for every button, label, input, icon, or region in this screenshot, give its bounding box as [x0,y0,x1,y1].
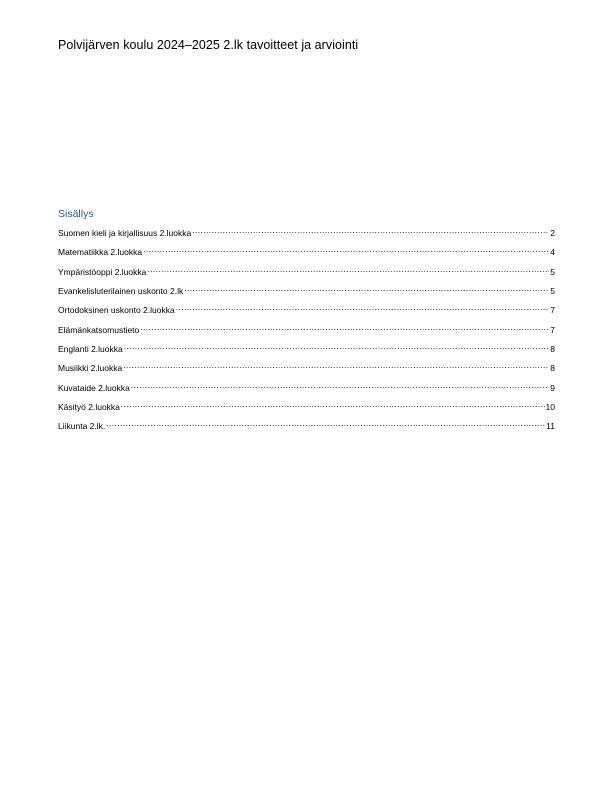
toc-entry-page-number[interactable]: 9 [550,382,555,393]
toc-entry-title[interactable]: Elämänkatsomustieto [58,324,140,335]
toc-entry-suomen-kieli[interactable] [58,225,555,244]
toc-entry-title[interactable]: Evankelisluterilainen uskonto 2.lk [58,286,184,297]
toc-entry-page-number[interactable]: 5 [550,286,555,297]
toc-entry-page-number[interactable]: 8 [550,344,555,355]
toc-entry-page-number[interactable]: 8 [550,363,555,374]
toc-dot-leader [106,418,545,429]
toc-entry-title[interactable]: Liikunta 2.lk. [58,421,106,432]
toc-entry-elamankatsomustieto[interactable] [58,322,555,341]
toc-entry-title[interactable]: Matematiikka 2.luokka [58,247,143,258]
toc-heading: Sisällys [58,208,94,220]
toc-entry-englanti[interactable] [58,341,555,360]
document-title: Polvijärven koulu 2024–2025 2.lk tavoitteet ja arviointi [58,38,359,52]
toc-entry-page-number[interactable]: 7 [550,324,555,335]
toc-entry-page-number[interactable]: 5 [550,266,555,277]
toc-dot-leader [140,322,549,333]
toc-entry-title[interactable]: Ortodoksinen uskonto 2.luokka [58,305,175,316]
toc-entry-page-number[interactable]: 7 [550,305,555,316]
toc-entry-ymparistooppi[interactable] [58,264,555,283]
toc-entry-liikunta[interactable] [58,418,555,437]
table-of-contents [58,225,555,438]
toc-entry-title[interactable]: Englanti 2.luokka [58,344,123,355]
toc-dot-leader [124,341,550,352]
toc-dot-leader [184,283,549,294]
toc-entry-page-number[interactable]: 10 [545,402,555,413]
toc-entry-page-number[interactable]: 11 [546,421,555,432]
toc-entry-page-number[interactable]: 2 [550,228,555,238]
toc-entry-ortodoksinen-uskonto[interactable] [58,302,555,321]
toc-dot-leader [123,360,549,371]
toc-dot-leader [192,225,549,236]
toc-dot-leader [176,302,550,313]
toc-entry-evankelisluterilainen-uskonto[interactable] [58,283,555,302]
toc-entry-musiikki[interactable] [58,360,555,379]
toc-entry-title[interactable]: Ympäristöoppi 2.luokka [58,266,147,277]
toc-dot-leader [121,399,545,410]
toc-entry-title[interactable]: Musiikki 2.luokka [58,363,123,374]
toc-entry-kasityo[interactable] [58,399,555,418]
toc-dot-leader [143,244,549,255]
toc-entry-title[interactable]: Käsityö 2.luokka [58,402,120,413]
toc-entry-page-number[interactable]: 4 [550,247,555,258]
toc-dot-leader [147,264,549,275]
toc-dot-leader [131,380,549,391]
toc-entry-title[interactable]: Suomen kieli ja kirjallisuus 2.luokka [58,228,192,238]
toc-entry-matematiikka[interactable] [58,244,555,263]
toc-entry-kuvataide[interactable] [58,380,555,399]
toc-entry-title[interactable]: Kuvataide 2.luokka [58,382,130,393]
